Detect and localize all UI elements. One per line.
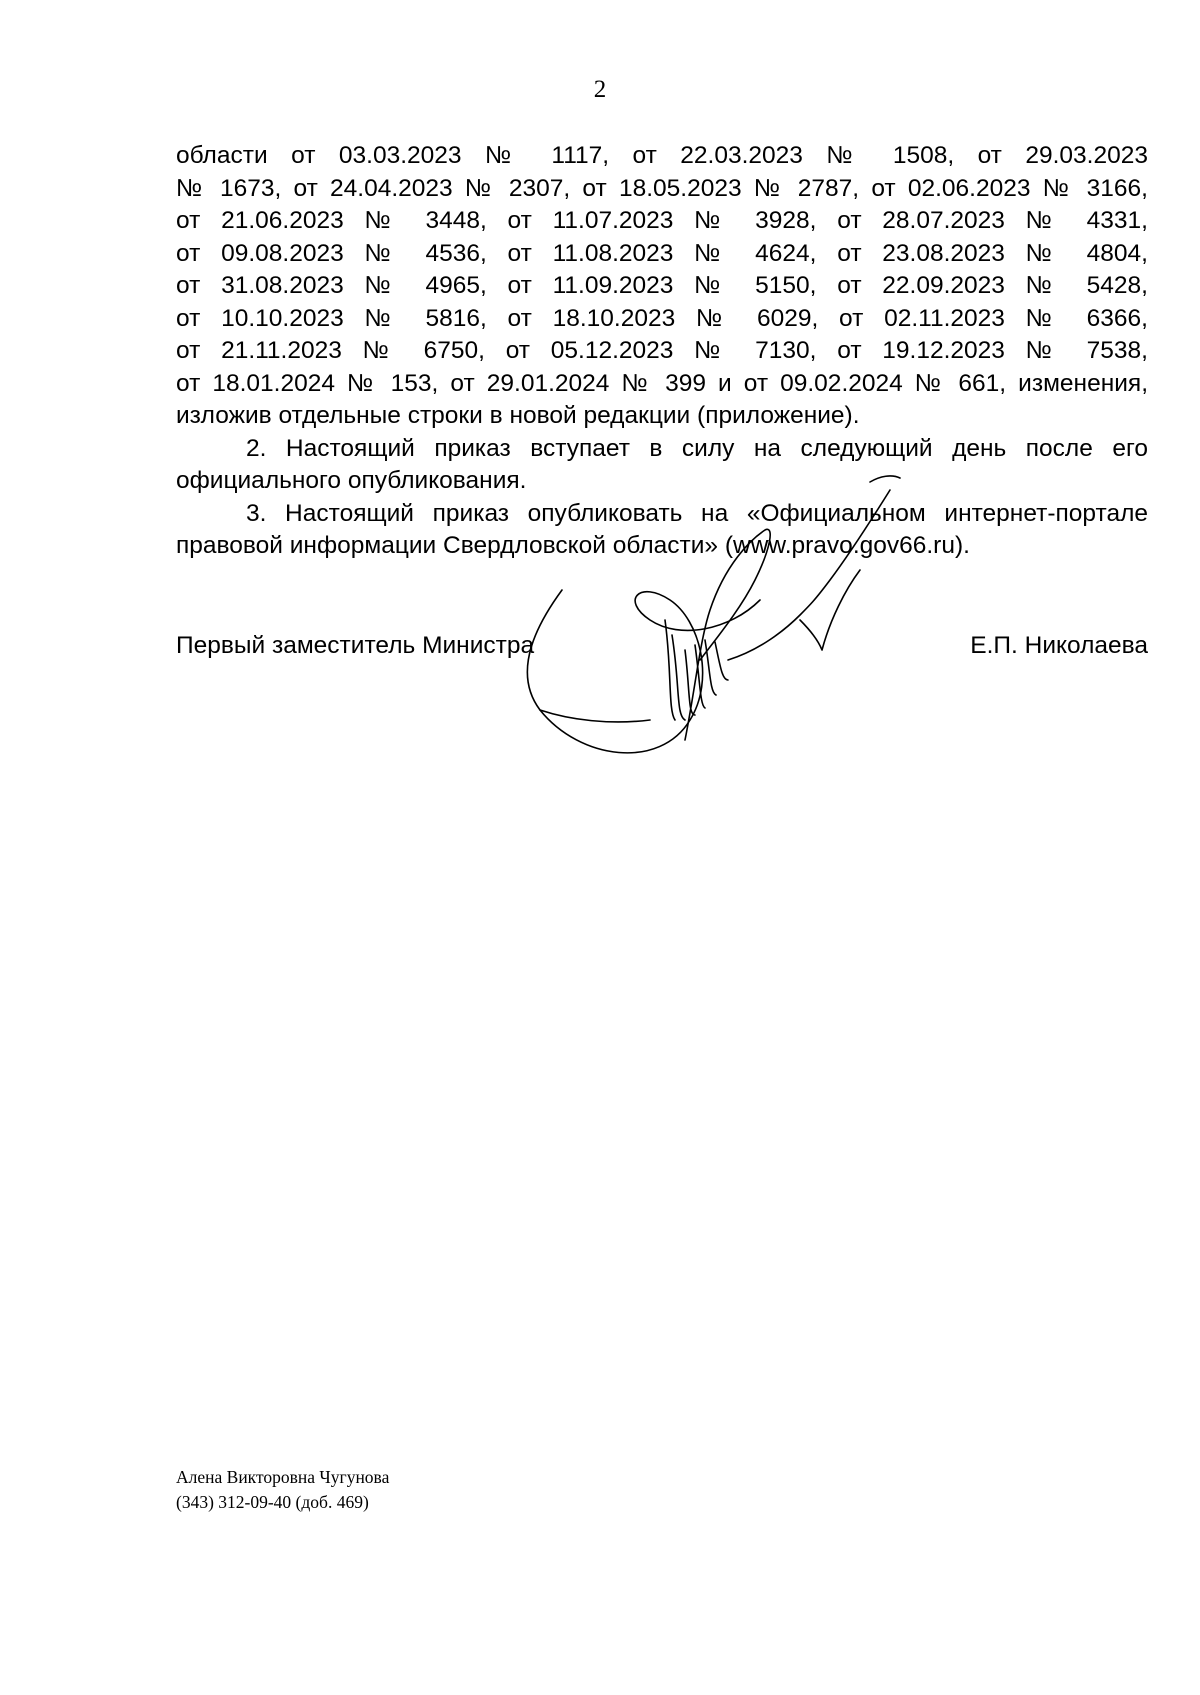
body-line: № 1673, от 24.04.2023 № 2307, от 18.05.2023 № 2787, от 02.06.2023 № 3166,: [176, 174, 1148, 202]
body-line: от 10.10.2023 № 5816, от 18.10.2023 № 6029, от 02.11.2023 № 6366,: [176, 304, 1148, 332]
body-line: от 18.01.2024 № 153, от 29.01.2024 № 399 и от 09.02.2024 № 661, изменения,: [176, 369, 1148, 397]
executor-name: Алена Викторовна Чугунова: [176, 1467, 390, 1487]
executor-info: [176, 1465, 389, 1515]
executor-phone: (343) 312-09-40 (доб. 469): [176, 1492, 369, 1512]
body-line: от 21.06.2023 № 3448, от 11.07.2023 № 3928, от 28.07.2023 № 4331,: [176, 207, 1148, 234]
handwritten-signature: [500, 470, 920, 790]
item-3-line: 3. Настоящий приказ опубликовать на «Официальном интернет-портале: [246, 499, 1148, 527]
item-2-line: официального опубликования.: [176, 467, 527, 494]
body-line: от 09.08.2023 № 4536, от 11.08.2023 № 4624, от 23.08.2023 № 4804,: [176, 239, 1148, 267]
item-3-line: правовой информации Свердловской области» (www.pravo.gov66.ru).: [176, 532, 970, 559]
page-number: 2: [593, 76, 607, 103]
item-2-line: 2. Настоящий приказ вступает в силу на следующий день после его: [246, 434, 1148, 462]
body-line: области от 03.03.2023 № 1117, от 22.03.2023 № 1508, от 29.03.2023: [176, 142, 1148, 169]
body-line: изложив отдельные строки в новой редакции (приложение).: [176, 402, 860, 429]
signer-title: Первый заместитель Министра: [176, 632, 535, 659]
body-line: от 31.08.2023 № 4965, от 11.09.2023 № 5150, от 22.09.2023 № 5428,: [176, 272, 1148, 299]
body-line: от 21.11.2023 № 6750, от 05.12.2023 № 7130, от 19.12.2023 № 7538,: [176, 337, 1148, 364]
signer-name: Е.П. Николаева: [970, 632, 1148, 659]
